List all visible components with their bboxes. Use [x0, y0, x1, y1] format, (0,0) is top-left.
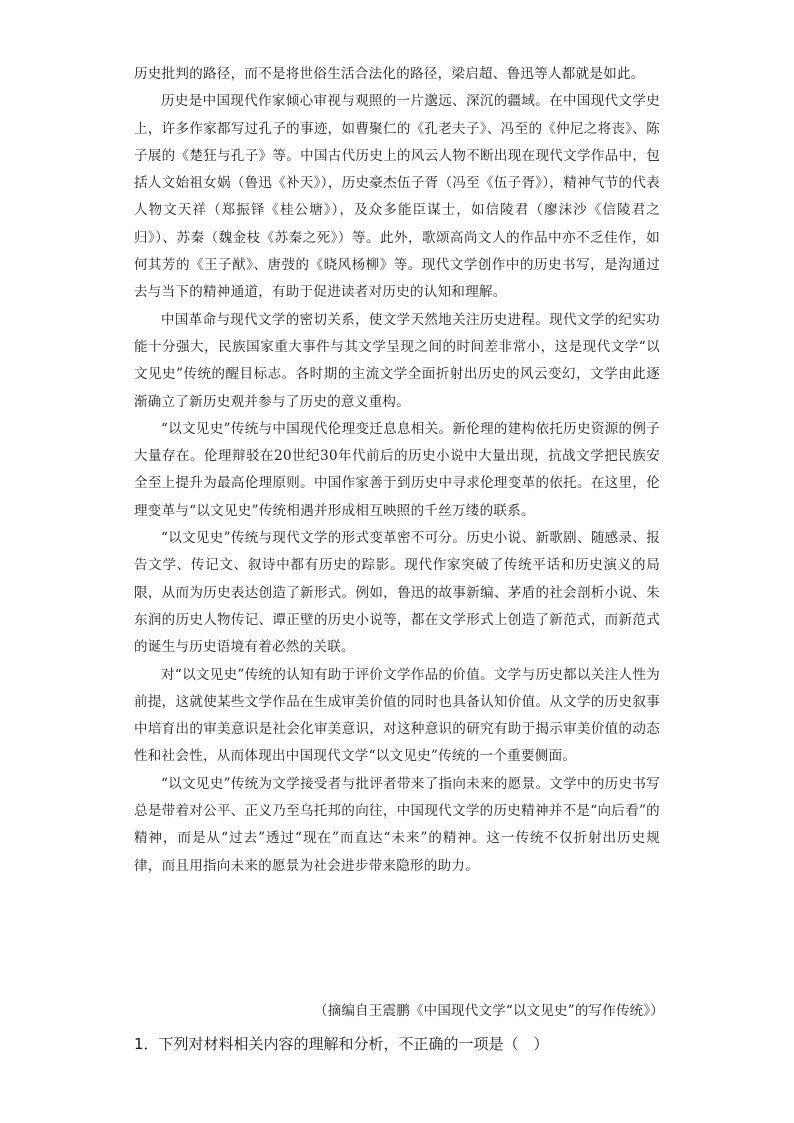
article-paragraph: “以文见史”传统为文学接受者与批评者带来了指向未来的愿景。文学中的历史书写总是带着对公平、正义乃至乌托邦的向往，中国现代文学的历史精神并不是“向后看”的精神，而是从“过去”透过“现在”而直达“未来”的精神。这一传统不仅折射出历史规律，而且用指向未来的愿景为社会进步带来隐形的助力。: [134, 775, 660, 874]
article-paragraph: 历史批判的路径，而不是将世俗生活合法化的路径，梁启超、鲁迅等人都就是如此。: [134, 66, 645, 82]
article-paragraph: 中国革命与现代文学的密切关系，使文学天然地关注历史进程。现代文学的纪实功能十分强大，民族国家重大事件与其文学呈现之间的时间差非常小，这是现代文学“以文见史”传统的醒目标志。各时期的主流文学全面折射出历史的风云变幻，文学由此逐渐确立了新历史观并参与了历史的意义重构。: [134, 311, 660, 410]
article-paragraph: “以文见史”传统与中国现代伦理变迁息息相关。新伦理的建构依托历史资源的例子大量存在。伦理辩驳在20世纪30年代前后的历史小说中大量出现，抗战文学把民族安全至上提升为最高伦理原则。中国作家善于到历史中寻求伦理变革的依托。在这里，伦理变革与“以文见史”传统相遇并形成相互映照的千丝万缕的联系。: [134, 420, 660, 519]
article-paragraph: 历史是中国现代作家倾心审视与观照的一片邈远、深沉的疆域。在中国现代文学史上，许多作家都写过孔子的事迹，如曹聚仁的《孔老夫子》、冯至的《仲尼之将丧》、陈子展的《楚狂与孔子》等。中国古代历史上的风云人物不断出现在现代文学作品中，包括人文始祖女娲（鲁迅《补天》），历史豪杰伍子胥（冯至《伍子胥》），精神气节的代表人物文天祥（郑振铎《桂公塘》），及众多能臣谋士，如信陵君（廖沫沙《信陵君之归》）、苏秦（魏金枝《苏秦之死》）等。此外，歌颂高尚文人的作品中亦不乏佳作，如何其芳的《王子猷》、唐弢的《晓风杨柳》等。现代文学创作中的历史书写，是沟通过去与当下的精神通道，有助于促进读者对历史的认知和理解。: [134, 93, 660, 301]
source-citation: （摘编自王震鹏《中国现代文学“以文见史”的写作传统》）: [314, 1003, 664, 1019]
article-paragraph: 对“以文见史”传统的认知有助于评价文学作品的价值。文学与历史都以关注人性为前提，这就使某些文学作品在生成审美价值的同时也具备认知价值。从文学的历史叙事中培育出的审美意识是社会化审美意识，对这种意识的研究有助于揭示审美价值的动态性和社会性，从而体现出中国现代文学“以文见史”传统的一个重要侧面。: [134, 666, 660, 765]
article-body: [134, 61, 660, 880]
question-stem: 1．下列对材料相关内容的理解和分析，不正确的一项是（ ）: [134, 1035, 549, 1053]
article-paragraph: “以文见史”传统与现代文学的形式变革密不可分。历史小说、新歌剧、随感录、报告文学、传记文、叙诗中都有历史的踪影。现代作家突破了传统平话和历史演义的局限，从而为历史表达创造了新形式。例如，鲁迅的故事新编、茅盾的社会剖析小说、朱东润的历史人物传记、谭正壁的历史小说等，都在文学形式上创造了新范式，而新范式的诞生与历史语境有着必然的关联。: [134, 530, 660, 656]
